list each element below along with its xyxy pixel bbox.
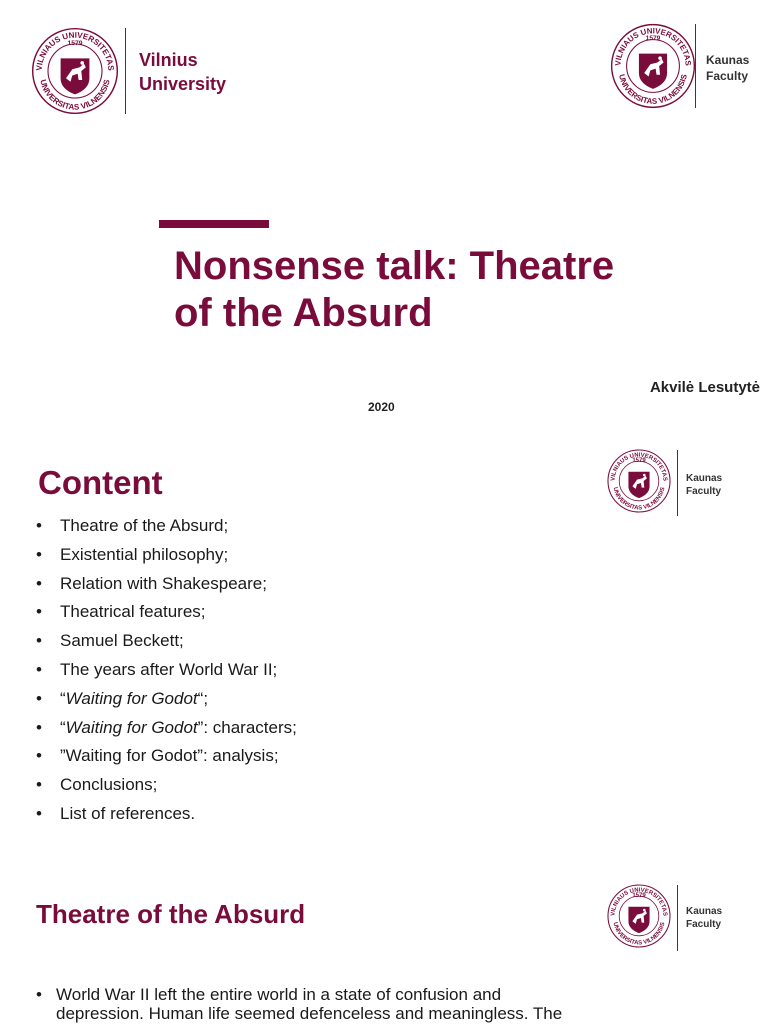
list-item	[36, 771, 297, 800]
title-slide	[0, 0, 768, 430]
list-item	[36, 685, 297, 714]
body-paragraph	[36, 985, 676, 1023]
theatre-absurd-slide	[0, 856, 768, 1024]
title-line-1: Nonsense talk: Theatre	[174, 244, 615, 288]
faculty-wordmark	[706, 52, 749, 84]
bullet-dot: •	[36, 631, 42, 651]
university-wordmark	[139, 48, 226, 96]
italic-title-text: Waiting for Godot	[65, 688, 198, 708]
list-item	[36, 570, 297, 599]
body-line-2: depression. Human life seemed defenceless and meaningless. The	[56, 1004, 563, 1023]
seal-year: 1579	[645, 35, 661, 43]
faculty-logo-divider	[677, 450, 678, 516]
bullet-dot: •	[36, 717, 42, 737]
faculty-wordmark	[686, 472, 722, 498]
list-item	[36, 627, 297, 656]
author-name: Akvilė Lesutytė	[649, 379, 760, 396]
svg-text:UNIVERSITAS VILNENSIS: UNIVERSITAS VILNENSIS	[611, 486, 667, 512]
content-slide	[0, 432, 768, 852]
bullet-dot: •	[36, 803, 42, 823]
list-item-text: The years after World War II;	[60, 659, 278, 679]
university-seal-logo	[30, 26, 120, 116]
bullet-dot: •	[36, 573, 42, 593]
list-item-text: Theatrical features;	[60, 602, 206, 622]
section-heading: Theatre of the Absurd	[36, 899, 306, 929]
list-item	[36, 742, 297, 771]
svg-text:VILNIAUS UNIVERSITETAS: VILNIAUS UNIVERSITETAS	[613, 26, 693, 67]
bullet-dot: •	[36, 775, 42, 795]
faculty-logo-divider	[677, 885, 678, 951]
list-item	[36, 541, 297, 570]
list-item	[36, 656, 297, 685]
faculty-seal-logo	[606, 448, 672, 514]
list-item-text: “	[60, 717, 66, 737]
italic-title-text: Waiting for Godot	[65, 717, 198, 737]
wordmark-line-1: Vilnius	[139, 50, 198, 70]
faculty-seal-logo	[609, 22, 697, 110]
list-item-text: ”Waiting for Godot”: analysis;	[60, 746, 279, 766]
faculty-wordmark-line-2: Faculty	[706, 69, 749, 83]
svg-text:UNIVERSITAS VILNENSIS: UNIVERSITAS VILNENSIS	[38, 78, 112, 112]
list-item-text: List of references.	[60, 803, 196, 823]
faculty-wordmark-line-1: Kaunas	[686, 473, 723, 484]
list-item	[36, 512, 297, 541]
list-item	[36, 598, 297, 627]
wordmark-line-2: University	[139, 74, 227, 94]
seal-year: 1579	[67, 39, 83, 47]
bullet-dot: •	[36, 659, 42, 679]
list-item-text: ”: characters;	[197, 717, 297, 737]
seal-year: 1579	[632, 892, 646, 899]
bullet-dot: •	[36, 746, 42, 766]
bullet-dot: •	[36, 602, 42, 622]
list-item-text: Relation with Shakespeare;	[60, 573, 267, 593]
faculty-wordmark	[686, 905, 722, 931]
svg-text:UNIVERSITAS VILNENSIS: UNIVERSITAS VILNENSIS	[611, 921, 667, 947]
list-item-text: Samuel Beckett;	[60, 631, 184, 651]
list-item-text: Existential philosophy;	[60, 544, 229, 564]
title-accent-bar	[159, 220, 269, 228]
list-item	[36, 800, 297, 829]
svg-text:VILNIAUS UNIVERSITETAS: VILNIAUS UNIVERSITETAS	[610, 452, 668, 482]
list-item-text: “	[60, 688, 66, 708]
logo-divider	[125, 28, 126, 114]
bullet-dot: •	[36, 985, 42, 1004]
svg-text:VILNIAUS UNIVERSITETAS: VILNIAUS UNIVERSITETAS	[34, 30, 116, 72]
title-line-2: of the Absurd	[174, 291, 433, 335]
faculty-seal-logo	[606, 883, 672, 949]
presentation-year: 2020	[368, 400, 395, 414]
body-line-1: World War II left the entire world in a state of confusion and	[56, 985, 502, 1004]
bullet-dot: •	[36, 516, 42, 535]
bullet-dot: •	[36, 688, 42, 708]
list-item-text: Theatre of the Absurd;	[60, 516, 229, 535]
faculty-wordmark-line-1: Kaunas	[686, 906, 723, 917]
faculty-wordmark-line-1: Kaunas	[706, 53, 750, 67]
svg-text:VILNIAUS UNIVERSITETAS: VILNIAUS UNIVERSITETAS	[610, 887, 668, 917]
svg-text:UNIVERSITAS VILNENSIS: UNIVERSITAS VILNENSIS	[617, 73, 689, 106]
list-item	[36, 714, 297, 743]
seal-year: 1579	[632, 457, 646, 464]
bullet-dot: •	[36, 544, 42, 564]
list-item-text: “;	[197, 688, 209, 708]
faculty-wordmark-line-2: Faculty	[686, 919, 722, 930]
presentation-title	[174, 243, 694, 337]
faculty-logo-divider	[695, 24, 696, 108]
contents-list	[36, 512, 297, 829]
list-item-text: Conclusions;	[60, 775, 158, 795]
content-heading: Content	[38, 464, 163, 501]
faculty-wordmark-line-2: Faculty	[686, 486, 722, 497]
